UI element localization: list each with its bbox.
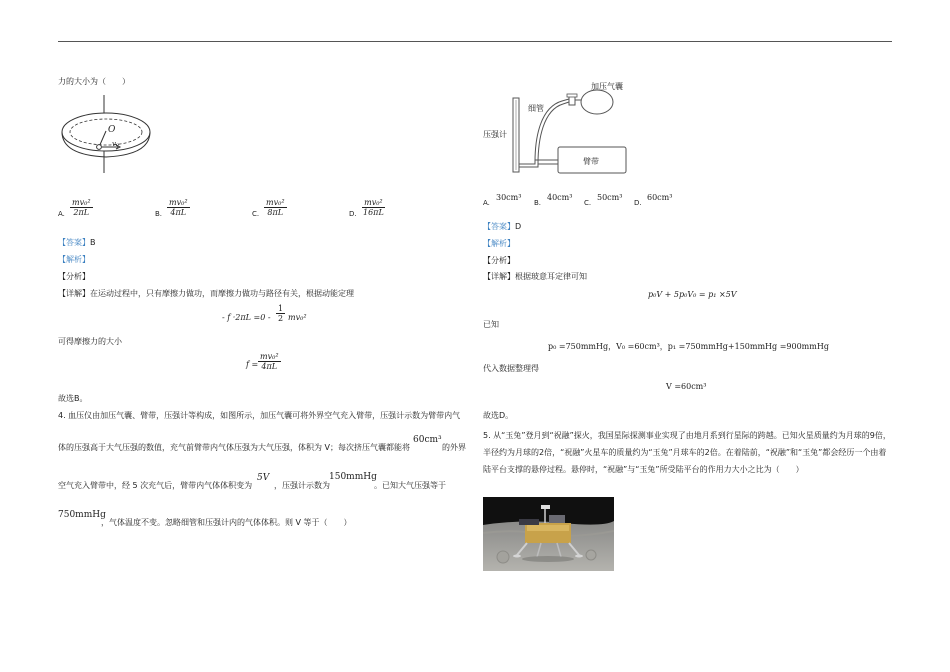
q4-line2b: 的外界 (442, 443, 466, 452)
answer-tag: 【答案】 (483, 222, 515, 231)
option-value: 30cm³ (496, 193, 522, 202)
fenxi-tag: 【分析】 (58, 272, 90, 281)
option-letter: B. (534, 199, 542, 207)
q3-tail-text: 力的大小为（ ） (58, 77, 130, 86)
option-fraction: $\frac{\text{mv₀²}}{8\pi L}$ (266, 198, 285, 217)
option-letter: D. (349, 210, 357, 218)
energy-equation-right: mv₀² (288, 313, 307, 322)
q4-pressure-750: 750mmHg (58, 510, 106, 520)
rotating-disk-figure (60, 95, 156, 175)
known-label: 已知 (483, 320, 499, 329)
option-letter: A. (483, 199, 490, 207)
result-equation: V =60cm³ (666, 382, 707, 391)
thin-tube-label: 细管 (528, 104, 544, 113)
cuff-label: 臂带 (583, 157, 599, 166)
q4-xiangjie-text: 【详解】根据玻意耳定律可知 (483, 272, 587, 281)
q3-choose: 故选B。 (58, 394, 88, 403)
lunar-rover-photo (483, 497, 614, 571)
q4-fenxi-tag: 【分析】 (483, 256, 515, 265)
q4-line4: ，气体温度不变。忽略细管和压强计内的气体体积。则 V 等于（ ） (101, 518, 352, 527)
option-value: 50cm³ (597, 193, 623, 202)
friction-equation-fraction: $\frac{\text{mv₀²}}{4\pi L}$ (260, 352, 279, 371)
option-fraction: $\frac{\text{mv₀²}}{2\pi L}$ (72, 198, 91, 217)
boyle-equation: p₀V + 5p₀V₀ = p₁ ×5V (648, 290, 737, 299)
answer-tag: 【答案】 (58, 238, 90, 247)
jiexi-tag: 【解析】 (58, 255, 90, 264)
q4-line3a: 空气充入臂带中，经 5 次充气后，臂带内气体体积变为 (58, 481, 253, 490)
friction-equation-left: f = (246, 360, 259, 369)
answer-value: D (515, 222, 522, 231)
q4-line3c: 。已知大气压强等于 (374, 481, 446, 490)
q4-line2a: 体的压强高于大气压强的数值，充气前臂带内气体压强为大气压强，体积为 V；每次挤压气囊都能将 (58, 443, 411, 452)
q4-answer-line (483, 221, 521, 232)
xiangjie-text: 【详解】在运动过程中，只有摩擦力做功，而摩擦力做功与路径有关，根据动能定理 (58, 289, 354, 298)
option-fraction: $\frac{\text{mv₀²}}{4\pi L}$ (169, 198, 188, 217)
q4-line3b: ，压强计示数为 (274, 481, 330, 490)
pressure-gauge-label: 压强计 (483, 130, 507, 139)
option-letter: C. (584, 199, 592, 207)
q4-pressure-150: 150mmHg (329, 472, 377, 482)
option-value: 40cm³ (547, 193, 573, 202)
option-value: 60cm³ (647, 193, 673, 202)
answer-line (58, 237, 96, 248)
option-fraction: $\frac{\text{mv₀²}}{16\pi L}$ (363, 198, 384, 217)
option-letter: B. (155, 210, 163, 218)
disk-center-label: O (108, 125, 116, 135)
disk-velocity-label: v₀ (112, 140, 119, 148)
q4-jiexi-tag: 【解析】 (483, 239, 515, 248)
q4-volume-5v: 5V (257, 473, 270, 483)
q5-text: 5. 从“玉兔”登月到“祝融”探火，我国星际探测事业实现了由地月系到行星际的跨越。已知火星质量约为月球的9倍，半径约为月球的2倍，“祝融”火星车的质量约为“玉兔”月球车的2倍。在着陆前，“祝融”和“玉兔”都会经历一个由着陆平台支撑的悬停过程。悬停时，“祝融”与“玉兔”所受陆平台的作用力大小之比为（ ） (483, 431, 891, 474)
energy-equation-left: - f ·2πL =0 - (222, 313, 271, 322)
q4-line1: 4. 血压仪由加压气囊、臂带，压强计等构成，如图所示，加压气囊可将外界空气充入臂带，压强计示数为臂带内气 (58, 411, 461, 420)
known-values: p₀ =750mmHg，V₀ =60cm³，p₁ =750mmHg+150mmHg =900mmHg (548, 342, 829, 351)
option-letter: D. (634, 199, 642, 207)
q4-choose: 故选D。 (483, 411, 514, 420)
energy-equation-half: $\frac{1}{2}$ (278, 304, 284, 323)
substitute-text: 代入数据整理得 (483, 364, 539, 373)
header-rule (58, 41, 892, 42)
answer-value: B (90, 238, 96, 247)
option-letter: A. (58, 210, 65, 218)
q4-volume-60: 60cm³ (413, 435, 442, 445)
friction-text: 可得摩擦力的大小 (58, 337, 122, 346)
bulb-label: 加压气囊 (591, 82, 623, 91)
option-letter: C. (252, 210, 260, 218)
blood-pressure-figure (483, 80, 633, 180)
